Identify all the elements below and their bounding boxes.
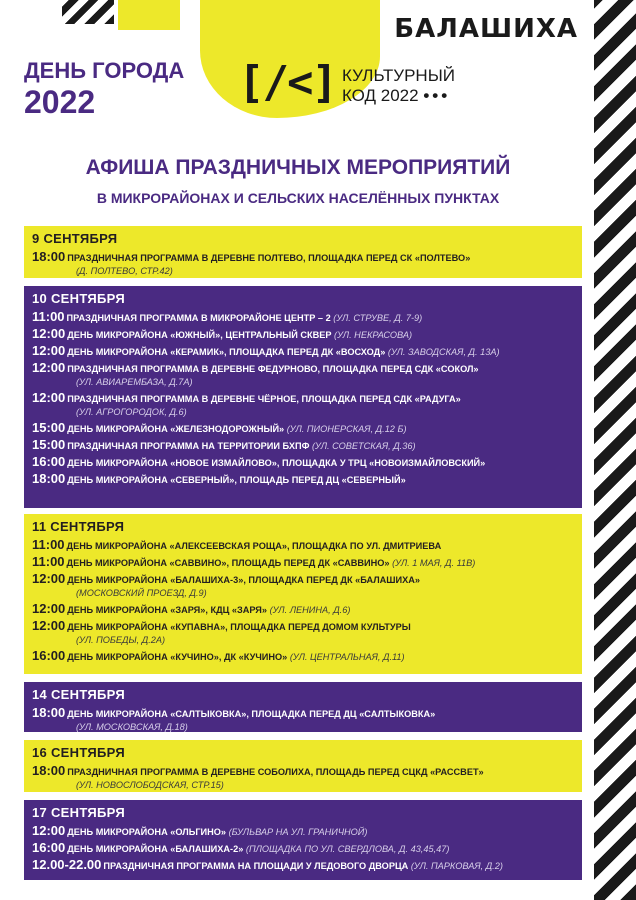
cultural-code-line2 [342,86,455,106]
event-description: ДЕНЬ МИКРОРАЙОНА «ЖЕЛЕЗНОДОРОЖНЫЙ» [67,424,285,434]
event-description: ДЕНЬ МИКРОРАЙОНА «БАЛАШИХА-3», ПЛОЩАДКА ПЕРЕД ДК «БАЛАШИХА» [67,575,420,585]
decorative-stripes-right [594,0,636,900]
event-item [32,650,574,663]
event-time: 12:00 [32,571,66,586]
decorative-stripes-top [62,0,114,24]
event-time: 15:00 [32,420,66,435]
event-item [32,825,574,838]
event-description: ПРАЗДНИЧНАЯ ПРОГРАММА В ДЕРЕВНЕ ЧЁРНОЕ, ПЛОЩАДКА ПЕРЕД СДК «РАДУГА» [67,394,461,404]
day-date: 11 СЕНТЯБРЯ [32,519,125,534]
city-day-title [24,58,184,120]
event-address: (БУЛЬВАР НА УЛ. ГРАНИЧНОЙ) [226,827,368,837]
event-time: 16:00 [32,648,66,663]
event-address: (УЛ. ПИОНЕРСКАЯ, Д.12 Б) [284,424,407,434]
event-address: (УЛ. СТРУВЕ, Д. 7-9) [330,313,423,323]
decorative-yellow-square [118,0,180,30]
event-time: 12:00 [32,360,66,375]
event-time: 11:00 [32,309,65,324]
event-description: ДЕНЬ МИКРОРАЙОНА «ЮЖНЫЙ», ЦЕНТРАЛЬНЫЙ СКВЕР [67,330,332,340]
event-item [32,345,574,358]
event-time: 18:00 [32,705,66,720]
event-address: (УЛ. НЕКРАСОВА) [331,330,413,340]
event-item [32,392,574,418]
event-description: ДЕНЬ МИКРОРАЙОНА «ОЛЬГИНО» [67,827,227,837]
cultural-code-year: КОД 2022 [341,86,419,105]
event-time: 18:00 [32,249,66,264]
poster-title: АФИША ПРАЗДНИЧНЫХ МЕРОПРИЯТИЙ [85,156,511,179]
event-time: 11:00 [32,537,65,552]
event-item [32,311,574,324]
event-description: ДЕНЬ МИКРОРАЙОНА «САВВИНО», ПЛОЩАДЬ ПЕРЕД ДК «САВВИНО» [66,558,390,568]
poster-subtitle: В МИКРОРАЙОНАХ И СЕЛЬСКИХ НАСЕЛЁННЫХ ПУНКТАХ [96,190,500,206]
cultural-code-words [342,66,455,106]
event-description: ДЕНЬ МИКРОРАЙОНА «КУПАВНА», ПЛОЩАДКА ПЕРЕД ДОМОМ КУЛЬТУРЫ [67,622,411,632]
event-time: 16:00 [32,454,66,469]
event-item [32,859,574,872]
event-time: 15:00 [32,437,66,452]
event-item [32,251,574,277]
event-time: 12:00 [32,823,66,838]
event-time: 18:00 [32,763,66,778]
event-address: (УЛ. ПОБЕДЫ, Д.2А) [76,635,166,645]
event-description: ДЕНЬ МИКРОРАЙОНА «АЛЕКСЕЕВСКАЯ РОЩА», ПЛОЩАДКА ПО УЛ. ДМИТРИЕВА [66,541,442,551]
event-address: (Д. ПОЛТЕВО, СТР.42) [76,266,173,276]
event-time: 12.00-22.00 [32,857,102,872]
event-description: ДЕНЬ МИКРОРАЙОНА «ЗАРЯ», КДЦ «ЗАРЯ» [67,605,268,615]
event-item [32,842,574,855]
event-description: ДЕНЬ МИКРОРАЙОНА «САЛТЫКОВКА», ПЛОЩАДКА ПЕРЕД ДЦ «САЛТЫКОВКА» [67,709,436,719]
event-address: (УЛ. ЗАВОДСКАЯ, Д. 13А) [385,347,500,357]
event-item [32,573,574,599]
event-address: (УЛ. НОВОСЛОБОДСКАЯ, СТР.15) [76,780,224,790]
cultural-code-logo [238,57,455,108]
event-address: (УЛ. АВИАРЕМБАЗА, Д.7А) [76,377,193,387]
event-item [32,456,574,469]
cultural-code-line1: КУЛЬТУРНЫЙ [341,66,455,85]
day-date: 14 СЕНТЯБРЯ [32,687,125,702]
event-address: (УЛ. ЦЕНТРАЛЬНАЯ, Д.11) [287,652,405,662]
event-time: 18:00 [32,471,66,486]
event-time: 12:00 [32,618,66,633]
event-address: (УЛ. ЛЕНИНА, Д.6) [267,605,351,615]
event-address: (УЛ. ПАРКОВАЯ, Д.2) [408,861,503,871]
day-date: 17 СЕНТЯБРЯ [32,805,125,820]
event-time: 12:00 [32,601,66,616]
event-item [32,765,574,791]
cultural-code-mark: [/<] [238,57,336,108]
event-description: ДЕНЬ МИКРОРАЙОНА «КУЧИНО», ДК «КУЧИНО» [67,652,288,662]
event-item [32,473,574,486]
event-time: 12:00 [32,390,66,405]
event-address: (МОСКОВСКИЙ ПРОЕЗД, Д.9) [76,588,207,598]
event-description: ПРАЗДНИЧНАЯ ПРОГРАММА В МИКРОРАЙОНЕ ЦЕНТР – 2 [66,313,331,323]
day-block [24,286,582,508]
day-block [24,800,582,880]
event-time: 12:00 [32,343,66,358]
event-item [32,620,574,646]
event-description: ДЕНЬ МИКРОРАЙОНА «НОВОЕ ИЗМАЙЛОВО», ПЛОЩАДКА У ТРЦ «НОВОИЗМАЙЛОВСКИЙ» [67,458,486,468]
city-day-line1: ДЕНЬ ГОРОДА [24,58,185,83]
event-item [32,707,574,733]
day-block [24,514,582,674]
event-description: ПРАЗДНИЧНАЯ ПРОГРАММА В ДЕРЕВНЕ ПОЛТЕВО, ПЛОЩАДКА ПЕРЕД СК «ПОЛТЕВО» [67,253,471,263]
event-item [32,328,574,341]
event-description: ПРАЗДНИЧНАЯ ПРОГРАММА НА ПЛОЩАДИ У ЛЕДОВОГО ДВОРЦА [103,861,409,871]
event-description: ПРАЗДНИЧНАЯ ПРОГРАММА В ДЕРЕВНЕ СОБОЛИХА, ПЛОЩАДЬ ПЕРЕД СЦКД «РАССВЕТ» [67,767,484,777]
day-block [24,226,582,278]
event-address: (ПЛОЩАДКА ПО УЛ. СВЕРДЛОВА, Д. 43,45,47) [243,844,450,854]
event-description: ПРАЗДНИЧНАЯ ПРОГРАММА В ДЕРЕВНЕ ФЕДУРНОВО, ПЛОЩАДКА ПЕРЕД СДК «СОКОЛ» [67,364,479,374]
event-time: 16:00 [32,840,66,855]
day-block [24,740,582,792]
day-date: 9 СЕНТЯБРЯ [32,231,118,246]
day-date: 10 СЕНТЯБРЯ [32,291,125,306]
event-description: ДЕНЬ МИКРОРАЙОНА «КЕРАМИК», ПЛОЩАДКА ПЕРЕД ДК «ВОСХОД» [67,347,386,357]
event-description: ДЕНЬ МИКРОРАЙОНА «БАЛАШИХА-2» [67,844,244,854]
event-address: (УЛ. МОСКОВСКАЯ, Д.18) [76,722,188,732]
event-time: 11:00 [32,554,65,569]
city-day-year: 2022 [24,84,96,120]
day-date: 16 СЕНТЯБРЯ [32,745,125,760]
event-item [32,362,574,388]
day-block [24,682,582,732]
event-item [32,439,574,452]
event-time: 12:00 [32,326,66,341]
event-description: ДЕНЬ МИКРОРАЙОНА «СЕВЕРНЫЙ», ПЛОЩАДЬ ПЕРЕД ДЦ «СЕВЕРНЫЙ» [67,475,406,485]
event-address: (УЛ. СОВЕТСКАЯ, Д.36) [309,441,416,451]
brand-logo: БАЛАШИХА [394,14,578,44]
event-address: (УЛ. АГРОГОРОДОК, Д.6) [76,407,187,417]
event-address: (УЛ. 1 МАЯ, Д. 11В) [389,558,476,568]
event-item [32,603,574,616]
event-item [32,539,574,552]
event-item [32,422,574,435]
dots-icon: ••• [423,86,451,105]
event-description: ПРАЗДНИЧНАЯ ПРОГРАММА НА ТЕРРИТОРИИ БХПФ [67,441,310,451]
event-item [32,556,574,569]
